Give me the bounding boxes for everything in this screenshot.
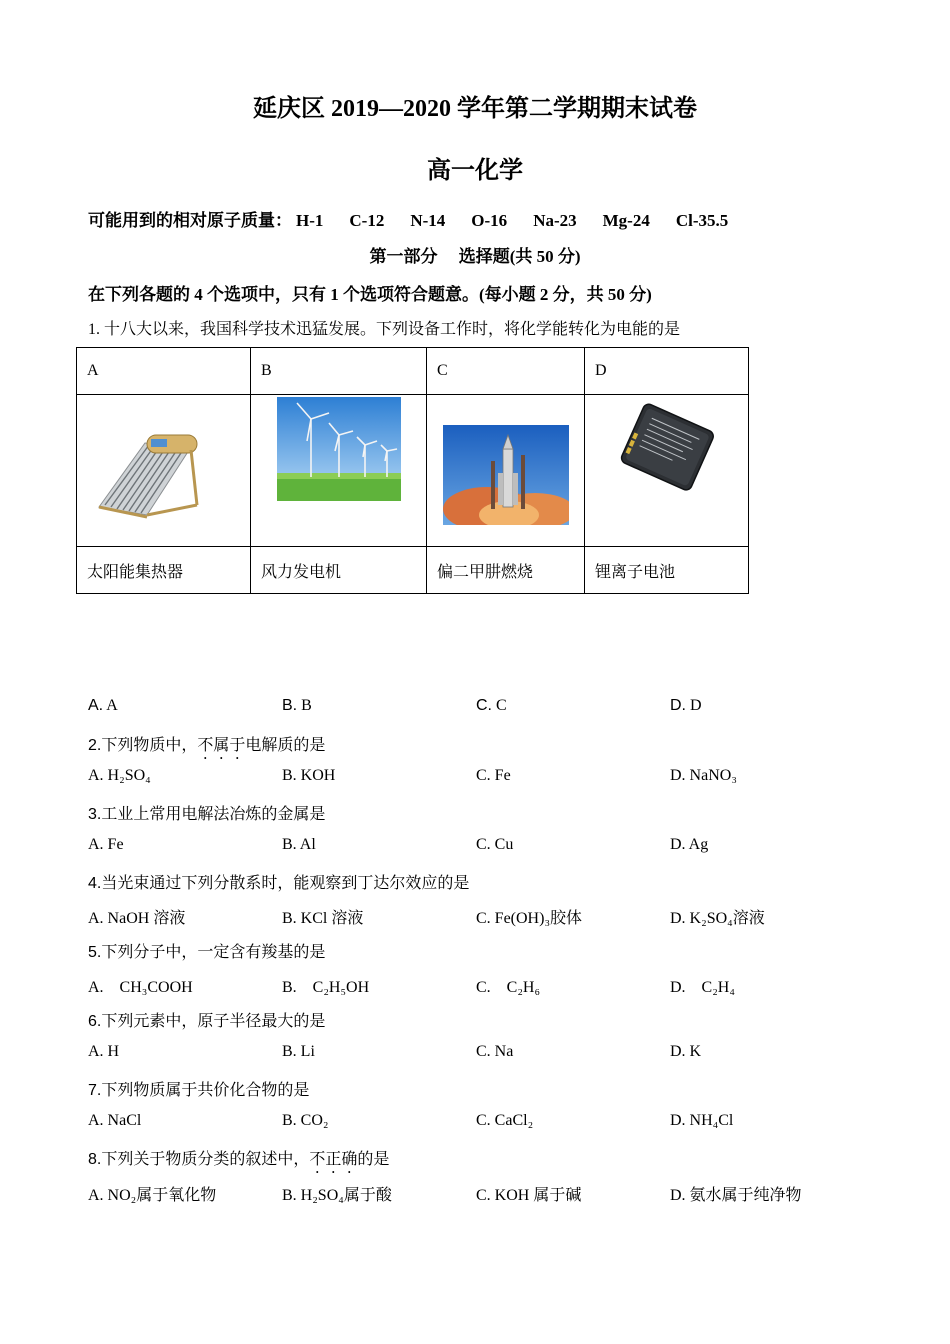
table-letter-b: B: [251, 348, 427, 395]
option-a[interactable]: A. Fe: [88, 836, 124, 853]
option-c[interactable]: C. C₂H₆: [476, 979, 541, 996]
option-a[interactable]: A. NaCl: [88, 1112, 142, 1129]
caption-b: 风力发电机: [251, 547, 427, 594]
option-letter: D.: [670, 697, 686, 714]
option-b[interactable]: B. H₂SO₄属于酸: [282, 1187, 392, 1204]
question-7-stem: [88, 1077, 309, 1100]
question-number: 6.: [88, 1013, 102, 1030]
atomic-masses: [88, 206, 754, 231]
option-text: B: [301, 697, 312, 714]
option-d[interactable]: D. 氨水属于纯净物: [670, 1187, 802, 1204]
option-c[interactable]: C. Na: [476, 1043, 514, 1060]
mass-h: H-1: [296, 211, 324, 230]
option-text: C: [496, 697, 507, 714]
option-letter: C.: [476, 697, 492, 714]
option-text: D: [690, 697, 702, 714]
option-b[interactable]: B. Li: [282, 1043, 315, 1060]
option-a[interactable]: A. H₂SO₄: [88, 767, 151, 784]
instructions: 在下列各题的 4 个选项中，只有 1 个选项符合题意。(每小题 2 分，共 50 分): [88, 285, 652, 304]
option-d[interactable]: D. K₂SO₄溶液: [670, 910, 765, 927]
option-letter: A.: [88, 697, 104, 714]
stem-text: 下列物质属于共价化合物的是: [101, 1082, 310, 1099]
image-cell-b: [251, 395, 427, 547]
option-d[interactable]: D. C₂H₄: [670, 979, 735, 996]
option-b[interactable]: B. Al: [282, 836, 316, 853]
question-number: 7.: [88, 1082, 102, 1099]
atomic-mass-label: 可能用到的相对原子质量：: [88, 211, 292, 230]
question-3-stem: [88, 801, 325, 824]
subject-title: 高一化学: [427, 158, 523, 184]
option-letter: B.: [282, 697, 298, 714]
option-c[interactable]: C. Cu: [476, 836, 514, 853]
stem-text: 下列分子中，一定含有羧基的是: [101, 944, 326, 961]
question-4-stem: [88, 870, 469, 893]
option-a[interactable]: A. NaOH 溶液: [88, 910, 186, 927]
option-c[interactable]: [476, 697, 507, 715]
table-letter-a: A: [77, 348, 251, 395]
caption-d: 锂离子电池: [585, 547, 749, 594]
option-b[interactable]: B. C₂H₅OH: [282, 979, 370, 996]
stem-text: 工业上常用电解法冶炼的金属是: [101, 806, 326, 823]
question-number: 5.: [88, 944, 102, 961]
table-letter-c: C: [427, 348, 585, 395]
section-heading: 第一部分 选择题(共 50 分): [369, 247, 581, 266]
question-number: 4.: [88, 875, 102, 892]
solar-water-heater-image: [87, 395, 240, 541]
stem-emphasis: 不属于: [197, 737, 246, 754]
option-d[interactable]: [670, 697, 702, 715]
stem-post: 的是: [357, 1151, 390, 1168]
exam-title: 延庆区 2019—2020 学年第二学期期末试卷: [253, 96, 697, 122]
mass-na: Na-23: [533, 211, 577, 230]
option-b[interactable]: B. KCl 溶液: [282, 910, 364, 927]
option-b[interactable]: B. KOH: [282, 767, 336, 784]
question-number: 3.: [88, 806, 102, 823]
image-cell-d: [585, 395, 749, 547]
stem-text: 下列元素中，原子半径最大的是: [101, 1013, 326, 1030]
question-5-stem: [88, 939, 325, 962]
stem-text: 当光束通过下列分散系时，能观察到丁达尔效应的是: [101, 875, 470, 892]
mass-c: C-12: [349, 211, 385, 230]
question-6-stem: [88, 1008, 325, 1031]
option-c[interactable]: C. Fe(OH)₃胶体: [476, 910, 583, 927]
option-d[interactable]: D. Ag: [670, 836, 709, 853]
image-cell-c: [427, 395, 585, 547]
option-a[interactable]: [88, 697, 118, 715]
option-d[interactable]: D. NaNO₃: [670, 767, 737, 784]
mass-o: O-16: [471, 211, 508, 230]
table-letter-d: D: [585, 348, 749, 395]
option-text: A: [106, 697, 118, 714]
image-cell-a: [77, 395, 251, 547]
option-c[interactable]: C. CaCl₂: [476, 1112, 534, 1129]
mass-cl: Cl-35.5: [675, 211, 729, 230]
option-a[interactable]: A. NO₂属于氧化物: [88, 1187, 217, 1204]
mass-n: N-14: [410, 211, 446, 230]
option-b[interactable]: [282, 697, 312, 715]
rocket-launch-image: [443, 425, 569, 525]
option-d[interactable]: D. NH₄Cl: [670, 1112, 734, 1129]
question-2-stem: [88, 732, 325, 763]
caption-a: 太阳能集热器: [77, 547, 251, 594]
stem-pre: 下列关于物质分类的叙述中，: [101, 1151, 310, 1168]
option-a[interactable]: A. H: [88, 1043, 120, 1060]
option-d[interactable]: D. K: [670, 1043, 702, 1060]
option-b[interactable]: B. CO₂: [282, 1112, 329, 1129]
option-c[interactable]: C. Fe: [476, 767, 511, 784]
stem-pre: 下列物质中，: [101, 737, 198, 754]
lithium-battery-image: [607, 393, 727, 503]
question-1-stem: 1. 十八大以来，我国科学技术迅猛发展。下列设备工作时，将化学能转化为电能的是: [88, 321, 681, 338]
mass-mg: Mg-24: [602, 211, 650, 230]
question-8-stem: [88, 1146, 389, 1177]
stem-post: 电解质的是: [245, 737, 326, 754]
option-c[interactable]: C. KOH 属于碱: [476, 1187, 582, 1204]
stem-emphasis: 不正确: [309, 1151, 358, 1168]
option-a[interactable]: A. CH₃COOH: [88, 979, 193, 996]
wind-turbines-image: [277, 397, 401, 501]
question-1-table: [76, 347, 749, 594]
question-number: 2.: [88, 737, 102, 754]
caption-c: 偏二甲肼燃烧: [427, 547, 585, 594]
question-number: 8.: [88, 1151, 102, 1168]
